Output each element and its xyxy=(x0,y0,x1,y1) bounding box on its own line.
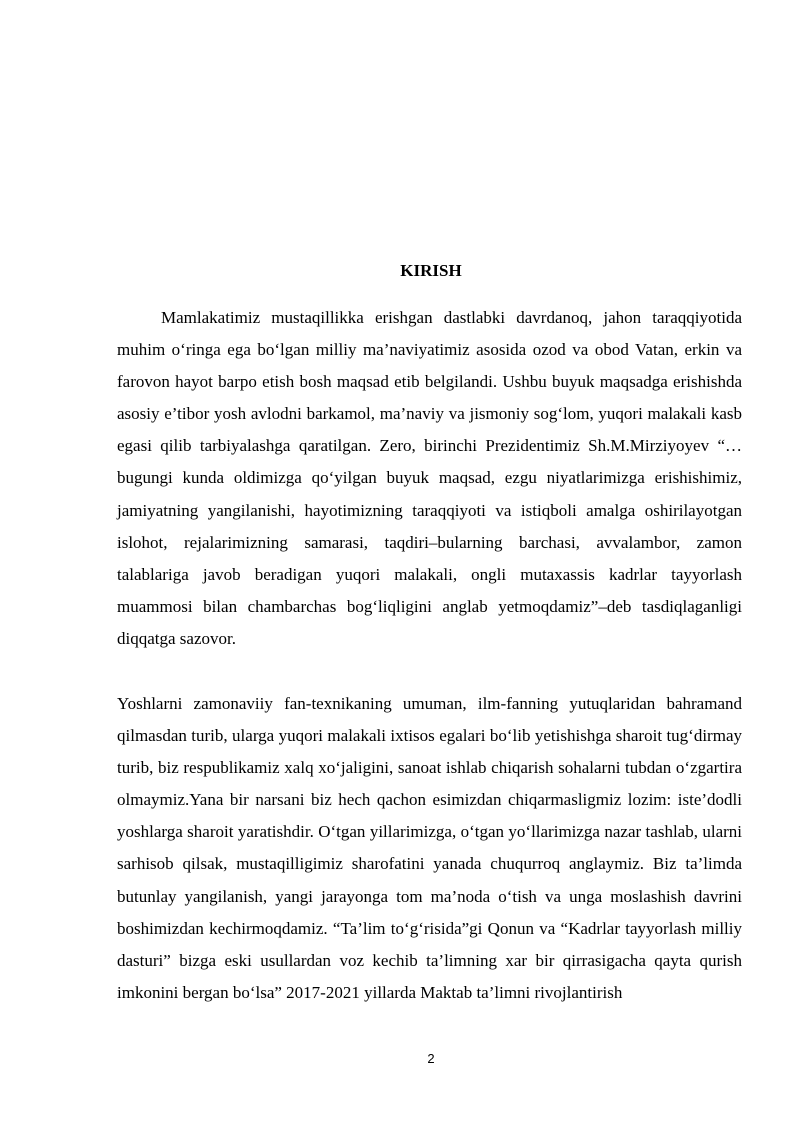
page-number: 2 xyxy=(427,1051,435,1066)
paragraph-intro: Mamlakatimiz mustaqillikka erishgan dastlabki davrdanoq, jahon taraqqiyotida muhim o‘ringa ega bo‘lgan milliy ma’naviyatimiz asosida ozod va obod Vatan, erkin va farovon hayot barpo etish bosh maqsad etib belgilandi. Ushbu buyuk maqsadga erishishda asosiy e’tibor yosh avlodni barkamol, ma’naviy va jismoniy sog‘lom, yuqori malakali kasb egasi qilib tarbiyalashga qaratilgan. Zero, birinchi Prezidentimiz Sh.M.Mirziyoyev “…bugungi kunda oldimizga qo‘yilgan buyuk maqsad, ezgu niyatlarimizga erishishimiz, jamiyatning yangilanishi, hayotimizning taraqqiyoti va istiqboli amalga oshirilayotgan islohot, rejalarimizning samarasi, taqdiri–bularning barchasi, avvalambor, zamon talablariga javob beradigan yuqori malakali, ongli mutaxassis kadrlar tayyorlash muammosi bilan chambarchas bog‘liqligini anglab yetmoqdamiz”–deb tasdiqlaganligi diqqatga sazovor. xyxy=(117,308,742,648)
paragraph-youth: Yoshlarni zamonaviiy fan-texnikaning umuman, ilm-fanning yutuqlaridan bahramand qilmasdan turib, ularga yuqori malakali ixtisos egalari bo‘lib yetishishga sharoit tug‘dirmay turib, biz respublikamiz xalq xo‘jaligini, sanoat ishlab chiqarish sohalarni tubdan o‘zgartira olmaymiz.Yana bir narsani biz hech qachon esimizdan chiqarmasligmiz lozim: iste’dodli yoshlarga sharoit yaratishdir. O‘tgan yillarimizga, o‘tgan yo‘llarimizga nazar tashlab, ularni sarhisob qilsak, mustaqilligimiz sharofatini yanada chuqurroq anglaymiz. Biz ta’limda butunlay yangilanish, yangi jarayonga tom ma’noda o‘tish va unga moslashish davrini boshimizdan kechirmoqdamiz. “Ta’lim to‘g‘risida”gi Qonun va “Kadrlar tayyorlash milliy dasturi” bizga eski usullardan voz kechib ta’limning xar bir qirrasigacha qayta qurish imkonini bergan bo‘lsa” 2017-2021 yillarda Maktab ta’limni rivojlantirish xyxy=(117,694,742,1002)
page-title: KIRISH xyxy=(400,261,462,280)
